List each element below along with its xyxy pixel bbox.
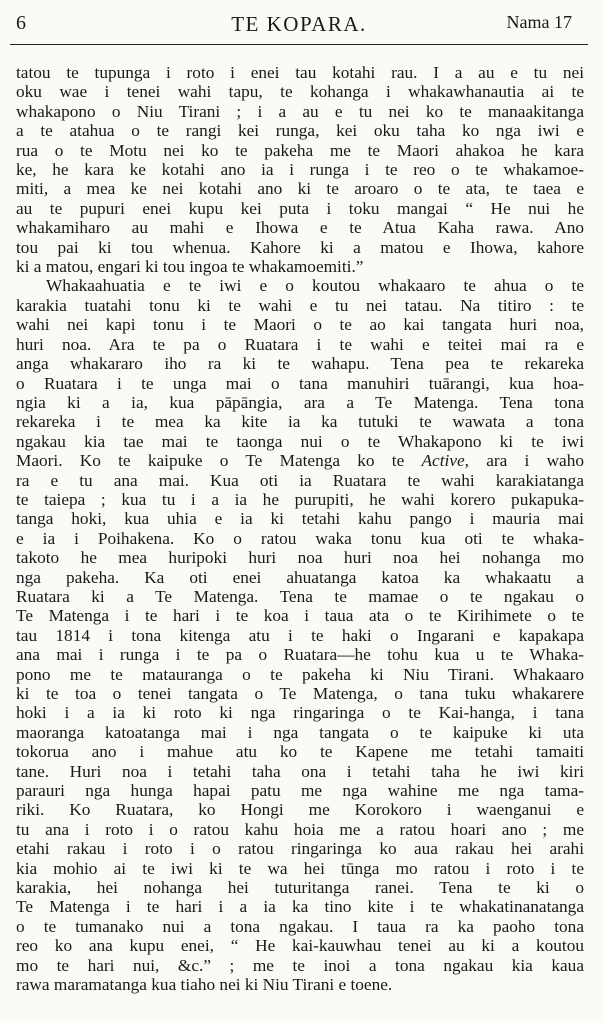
- text-line: o Ruatara i te unga mai o tana manuhiri tuārangi, kua hoa-: [16, 373, 584, 393]
- text-line: Te Matenga i te hari i te koa i taua ata o te Kirihimete o te: [16, 606, 584, 626]
- article-body: [8, 45, 590, 995]
- text-line: reo ko ana kupu enei, “ He kai-kauwhau tenei au ki a koutou: [16, 936, 584, 956]
- text-line: ra e tu ana mai. Kua oti ia Ruatara te wahi karakiatanga: [16, 470, 584, 490]
- text-line: huri noa. Ara te pa o Ruatara i te wahi e teitei mai ra e: [16, 334, 584, 354]
- running-title: TE KOPARA.: [231, 12, 367, 36]
- text-line: ke, he kara ke kotahi ano ia i runga i te reo o te whakamoe-: [16, 160, 584, 180]
- text-line: ana mai i runga i te pa o Ruatara—he tohu kua u te Whaka-: [16, 645, 584, 665]
- text-line: rua o te Motu nei ko te pakeha me te Maori ahakoa he kara: [16, 140, 584, 160]
- text-line: whakamiharo au mahi e Ihowa e te Atua Kaha rawa. Ano: [16, 218, 584, 238]
- paragraph-1: [16, 63, 584, 276]
- text-line: anga whakararo iho ra ki te wahapu. Tena pea te rekareka: [16, 354, 584, 374]
- paragraph-2: [16, 276, 584, 994]
- text-line: a te atahua o te rangi kei runga, kei oku taha ko nga iwi e: [16, 121, 584, 141]
- text-line: tou pai ki tou whenua. Kahore ki a matou e Ihowa, kahore: [16, 237, 584, 257]
- text-line: tokorua ano i mahue atu ko te Kapene me tetahi tamaiti: [16, 742, 584, 762]
- text-line: wahi nei kapi tonu i te Maori o te ao kai tangata huri noa,: [16, 315, 584, 335]
- text-line: miti, a mea ke nei kotahi ano ki te aroaro o te ata, te taea e: [16, 179, 584, 199]
- text-line: maoranga katoatanga mai i nga tangata o te kaipuke ki uta: [16, 722, 584, 742]
- text-line: au te pupuri enei kupu kei puta i toku mangai “ He nui he: [16, 198, 584, 218]
- running-head: [8, 0, 590, 44]
- text-line: riki. Ko Ruatara, ko Hongi me Korokoro i waenganui e: [16, 800, 584, 820]
- text-line: whakapono o Niu Tirani ; i a au e tu nei ko te manaakitanga: [16, 101, 584, 121]
- text-line: ngakau kia tae mai te taonga nui o te Whakapono ki te iwi: [16, 431, 584, 451]
- text-line: Whakaahuatia e te iwi e o koutou whakaaro te ahua o te: [46, 276, 584, 296]
- text-line: Te Matenga i te hari i a ia ka tino kite i te whakatinanatanga: [16, 897, 584, 917]
- text-line: e ia i Poihakena. Ko o ratou waka tonu kua oti te whaka-: [16, 528, 584, 548]
- text-line: karakia, hei nohanga hei tuturitanga ranei. Tena te ki o: [16, 878, 584, 898]
- text-line: takoto he mea huripoki huri noa huri noa hei nohanga mo: [16, 548, 584, 568]
- text-line: rekareka i te mea ka kite ia ka tutuki te wawata a tona: [16, 412, 584, 432]
- text-line: ki te toa o tenei tangata o Te Matenga, o tana tuku whakarere: [16, 684, 584, 703]
- text-line: nga pakeha. Ka oti enei ahuatanga katoa ka whakaatu a: [16, 567, 584, 587]
- text-line: tau 1814 i tona kitenga atu i te haki o Ingarani e kapakapa: [16, 625, 584, 645]
- text-line: hoki i a ia ki roto ki nga ringaringa o te Kai-hanga, i tana: [16, 703, 584, 723]
- text-line: parauri nga hunga hapai patu me nga wahine me nga tama-: [16, 781, 584, 801]
- text-line: karakia tuatahi tonu ki te wahi e tu nei tatau. Na titiro : te: [16, 295, 584, 315]
- text-line: mo te hari nui, &c.” ; me te inoi a tona ngakau kia kaua: [16, 955, 584, 975]
- issue-number: Nama 17: [506, 12, 572, 32]
- text-line: Ruatara ki a Te Matenga. Tena te mamae o te ngakau o: [16, 586, 584, 606]
- text-line: rawa maramatanga kua tiaho nei ki Niu Tirani e toene.: [16, 975, 393, 995]
- text-line: tanga hoki, kua uhia e ia ki tetahi kahu pango i mauria mai: [16, 509, 584, 529]
- text-line: te taiepa ; kua tu i a ia he purupiti, he wahi korero pukapuka-: [16, 489, 584, 509]
- text-line: tane. Huri noa i tetahi taha ona i tetahi taha he iwi kiri: [16, 761, 584, 781]
- text-segment: , ara i waho: [464, 451, 584, 471]
- page-number: 6: [16, 12, 26, 34]
- text-line: pono me te matauranga o te pakeha ki Niu Tirani. Whakaaro: [16, 664, 584, 684]
- ship-name: Active: [421, 451, 465, 471]
- text-line-with-italic: [16, 451, 584, 470]
- text-line: ki a matou, engari ki tou ingoa te whakamoemiti.”: [16, 257, 364, 277]
- text-line: ngia ki a ia, kua pāpāngia, ara a Te Matenga. Tena tona: [16, 392, 584, 412]
- text-line: kia mohio ai te iwi ki te wa hei tūnga mo ratou i roto i te: [16, 858, 584, 878]
- text-line: oku wae i tenei wahi tapu, te kohanga i whakawhanautia ai te: [16, 82, 584, 102]
- text-line: o te tumanako nui a tona ngakau. I taua ra ka paoho tona: [16, 916, 584, 936]
- text-segment: Maori. Ko te kaipuke o Te Matenga ko te: [16, 451, 422, 471]
- text-line: etahi rakau i roto i o ratou ringaringa ko aua rakau hei arahi: [16, 839, 584, 859]
- text-line: tatou te tupunga i roto i enei tau kotahi rau. I a au e tu nei: [16, 63, 584, 82]
- text-line: tu ana i roto i o ratou kahu hoia me a ratou hoari ano ; me: [16, 819, 584, 839]
